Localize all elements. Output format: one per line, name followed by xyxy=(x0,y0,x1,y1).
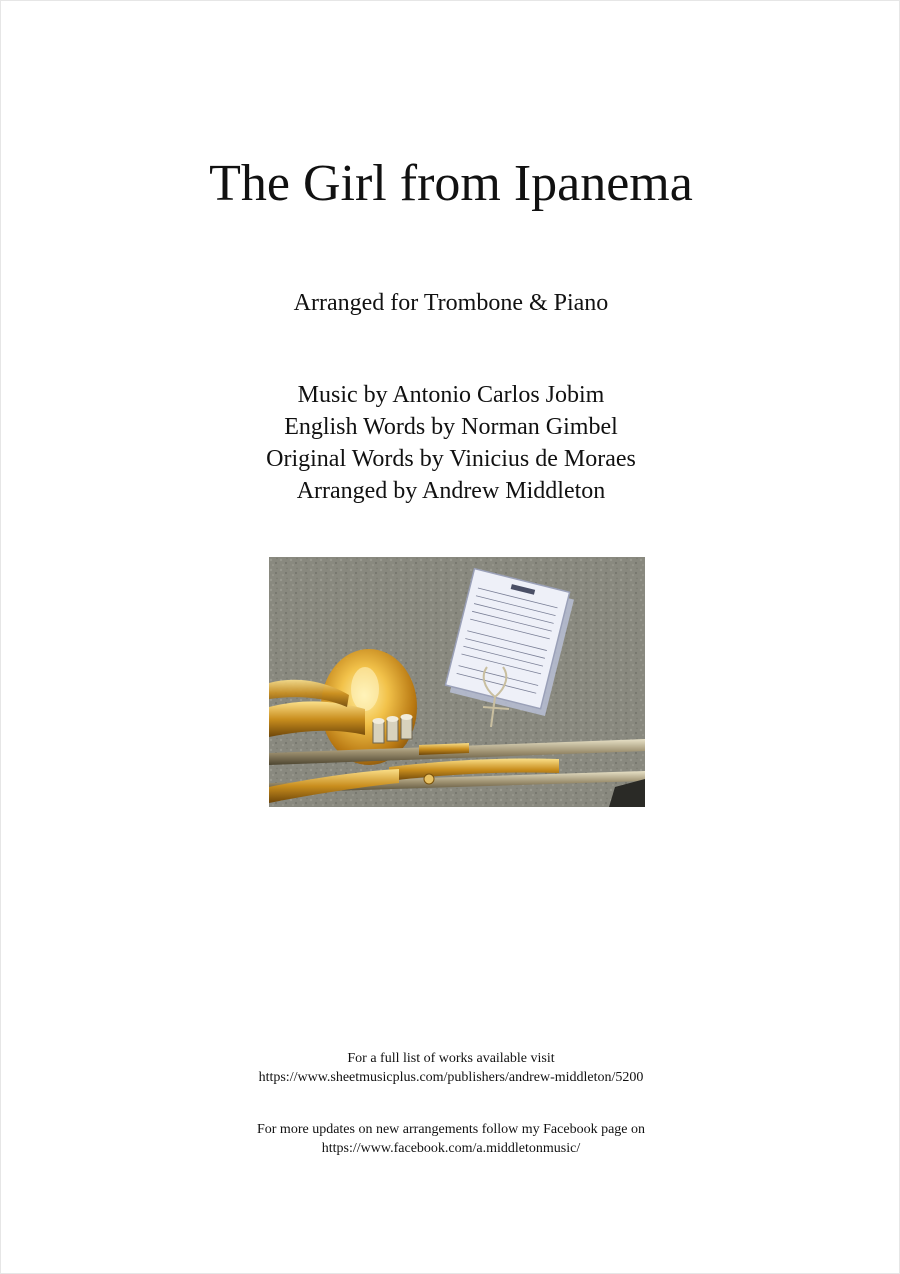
facebook-footer-text: For more updates on new arrangements follow my Facebook page on xyxy=(256,1122,645,1137)
credit-music: Music by Antonio Carlos Jobim xyxy=(297,382,605,408)
sheetmusicplus-link[interactable]: https://www.sheetmusicplus.com/publishers/andrew-middleton/5200 xyxy=(258,1070,644,1085)
facebook-link[interactable]: https://www.facebook.com/a.middletonmusic/ xyxy=(321,1141,581,1156)
credit-english-words: English Words by Norman Gimbel xyxy=(284,414,618,440)
score-title: The Girl from Ipanema xyxy=(209,155,693,212)
works-footer xyxy=(1,1049,900,1087)
cover-photo-trombone xyxy=(269,557,645,807)
credit-arranger: Arranged by Andrew Middleton xyxy=(296,478,606,504)
arrangement-subtitle: Arranged for Trombone & Piano xyxy=(293,290,609,316)
trombone-valves xyxy=(373,714,413,743)
works-footer-text: For a full list of works available visit xyxy=(347,1051,555,1066)
facebook-footer xyxy=(1,1120,900,1158)
credits-block xyxy=(1,379,900,507)
credit-original-words: Original Words by Vinicius de Moraes xyxy=(266,446,636,472)
